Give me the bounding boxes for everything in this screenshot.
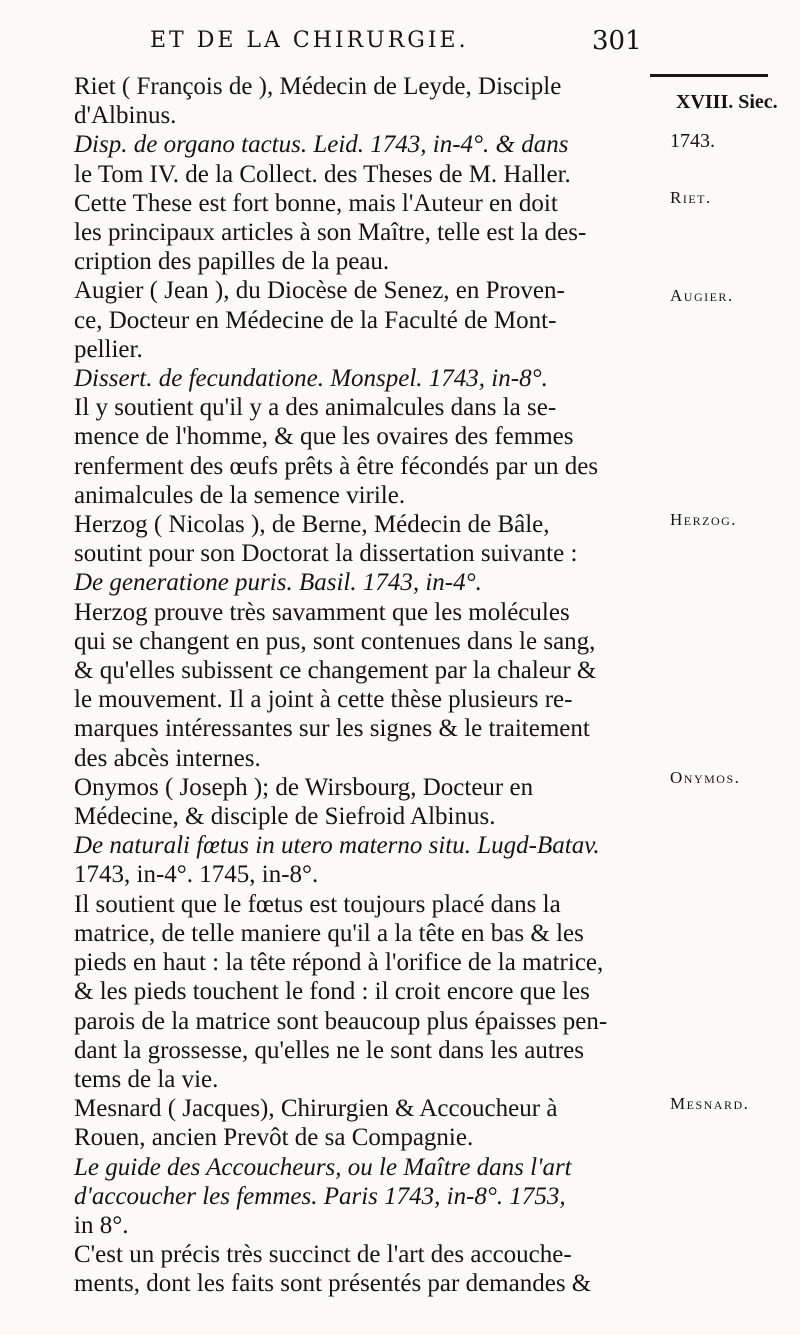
text-line: d'Albinus. (74, 102, 177, 130)
text-line: Augier ( Jean ), du Diocèse de Senez, en Proven- (74, 277, 565, 305)
page-number: 301 (592, 26, 642, 56)
text-line: Riet ( François de ), Médecin de Leyde, Disciple (74, 73, 562, 100)
citation-line: De generatione puris. Basil. 1743, in-4°. (74, 569, 482, 597)
margin-name-onymos: Onymos. (670, 768, 741, 787)
text-line: C'est un précis très succinct de l'art des accouche- (74, 1241, 572, 1269)
text-line: matrice, de telle maniere qu'il a la tête en bas & les (74, 919, 584, 947)
text-line: qui se changent en pus, sont contenues dans le sang, (74, 627, 596, 655)
text-line: & qu'elles subissent ce changement par la chaleur & (74, 657, 597, 685)
text-line: renferment des œufs prêts à être fécondés par un des (74, 452, 599, 480)
margin-year: 1743. (670, 130, 715, 152)
text-line: animalcules de la semence virile. (74, 481, 406, 509)
citation-line: d'accoucher les femmes. Paris 1743, in-8°. 1753, (74, 1182, 566, 1210)
body-text (74, 72, 656, 1299)
citation-line: Disp. de organo tactus. Leid. 1743, in-4°. & dans (74, 131, 569, 159)
text-line: dant la grossesse, qu'elles ne le sont dans les autres (74, 1036, 584, 1064)
text-line: Onymos ( Joseph ); de Wirsbourg, Docteur en (74, 773, 534, 801)
text-line: soutint pour son Doctorat la dissertation suivante : (74, 540, 578, 568)
margin-name-riet: Riet. (670, 188, 712, 207)
text-line: in 8°. (74, 1211, 129, 1239)
text-line: Cette These est fort bonne, mais l'Auteur en doit (74, 189, 558, 217)
text-line: pellier. (74, 335, 143, 363)
text-line: des abcès internes. (74, 744, 261, 772)
text-line: ce, Docteur en Médecine de la Faculté de Mont- (74, 306, 557, 334)
margin-name-herzog: Herzog. (670, 510, 738, 529)
margin-name-mesnard: Mesnard. (670, 1094, 750, 1113)
entry (74, 72, 656, 276)
text-line: pieds en haut : la tête répond à l'orifice de la matrice, (74, 949, 604, 977)
entry (74, 510, 656, 773)
text-line: Médecine, & disciple de Siefroid Albinus. (74, 803, 496, 831)
header-rule (650, 74, 768, 77)
citation-line: Dissert. de fecundatione. Monspel. 1743, in-8°. (74, 365, 548, 393)
text-line: tems de la vie. (74, 1065, 219, 1093)
text-line: ments, dont les faits sont présentés par demandes & (74, 1270, 592, 1298)
text-line: Il y soutient qu'il y a des animalcules dans la se- (74, 394, 557, 422)
text-line: cription des papilles de la peau. (74, 248, 390, 276)
entry (74, 773, 656, 1094)
text-line: les principaux articles à son Maître, telle est la des- (74, 219, 587, 247)
citation-line: Le guide des Accoucheurs, ou le Maître dans l'art (74, 1153, 572, 1181)
running-head: ET DE LA CHIRURGIE. (150, 28, 469, 53)
text-line: le Tom IV. de la Collect. des Theses de M. Haller. (74, 160, 571, 188)
margin-name-augier: Augier. (670, 286, 734, 305)
text-line: Rouen, ancien Prevôt de sa Compagnie. (74, 1124, 474, 1152)
entry (74, 276, 656, 510)
entry (74, 1094, 656, 1298)
text-line: parois de la matrice sont beaucoup plus épaisses pen- (74, 1007, 608, 1035)
text-line: & les pieds touchent le fond : il croit encore que les (74, 978, 590, 1006)
text-line: mence de l'homme, & que les ovaires des femmes (74, 423, 574, 451)
text-line: marques intéressantes sur les signes & le traitement (74, 715, 590, 743)
text-line: Il soutient que le fœtus est toujours placé dans la (74, 890, 561, 918)
text-line: le mouvement. Il a joint à cette thèse plusieurs re- (74, 686, 573, 714)
margin-century: XVIII. Siec. (676, 91, 778, 113)
text-line: Mesnard ( Jacques), Chirurgien & Accoucheur à (74, 1095, 558, 1123)
text-line: Herzog ( Nicolas ), de Berne, Médecin de Bâle, (74, 511, 550, 539)
text-line: 1743, in-4°. 1745, in-8°. (74, 861, 319, 889)
text-line: Herzog prouve très savamment que les molécules (74, 598, 570, 626)
citation-line: De naturali fœtus in utero materno situ. Lugd-Batav. (74, 832, 600, 860)
